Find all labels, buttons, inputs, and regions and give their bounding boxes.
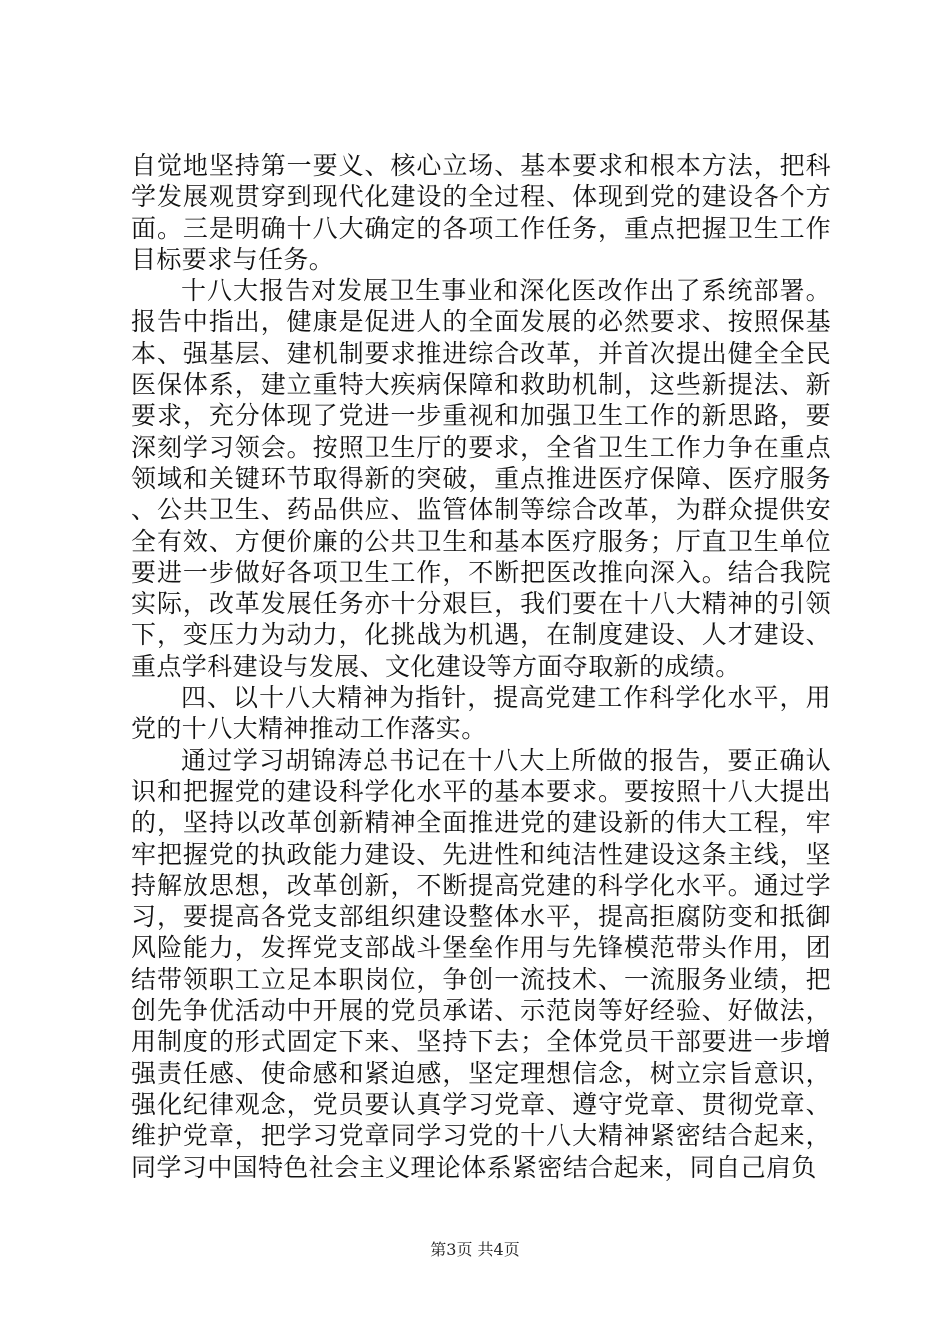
paragraph-4: 通过学习胡锦涛总书记在十八大上所做的报告，要正确认识和把握党的建设科学化水平的基本要求。要按照十八大提出的，坚持以改革创新精神全面推进党的建设新的伟大工程，牢牢把握党的执政能力建设、先进性和纯洁性建设这条主线，坚持解放思想，改革创新，不断提高党建的科学化水平。通过学习，要提高各党支部组织建设整体水平，提高拒腐防变和抵御风险能力，发挥党支部战斗堡垒作用与先锋模范带头作用，团结带领职工立足本职岗位，争创一流技术、一流服务业绩，把创先争优活动中开展的党员承诺、示范岗等好经验、好做法，用制度的形式固定下来、坚持下去；全体党员干部要进一步增强责任感、使命感和紧迫感，坚定理想信念，树立宗旨意识，强化纪律观念，党员要认真学习党章、遵守党章、贯彻党章、维护党章，把学习党章同学习党的十八大精神紧密结合起来，同学习中国特色社会主义理论体系紧密结合起来，同自己肩负 (131, 745, 831, 1182)
page-footer (0, 1240, 950, 1260)
body-text (131, 150, 831, 1183)
paragraph-3-heading: 四、以十八大精神为指针，提高党建工作科学化水平，用党的十八大精神推动工作落实。 (131, 683, 831, 744)
paragraph-2: 十八大报告对发展卫生事业和深化医改作出了系统部署。报告中指出，健康是促进人的全面发展的必然要求、按照保基本、强基层、建机制要求推进综合改革，并首次提出健全全民医保体系，建立重特大疾病保障和救助机制，这些新提法、新要求，充分体现了党进一步重视和加强卫生工作的新思路，要深刻学习领会。按照卫生厅的要求，全省卫生工作力争在重点领域和关键环节取得新的突破，重点推进医疗保障、医疗服务、公共卫生、药品供应、监管体制等综合改革，为群众提供安全有效、方便价廉的公共卫生和基本医疗服务；厅直卫生单位要进一步做好各项卫生工作，不断把医改推向深入。结合我院实际，改革发展任务亦十分艰巨，我们要在十八大精神的引领下，变压力为动力，化挑战为机遇，在制度建设、人才建设、重点学科建设与发展、文化建设等方面夺取新的成绩。 (131, 276, 831, 681)
paragraph-1: 自觉地坚持第一要义、核心立场、基本要求和根本方法，把科学发展观贯穿到现代化建设的全过程、体现到党的建设各个方面。三是明确十八大确定的各项工作任务，重点把握卫生工作目标要求与任务。 (131, 151, 831, 274)
page-number-label: 第3页 共4页 (430, 1240, 520, 1259)
